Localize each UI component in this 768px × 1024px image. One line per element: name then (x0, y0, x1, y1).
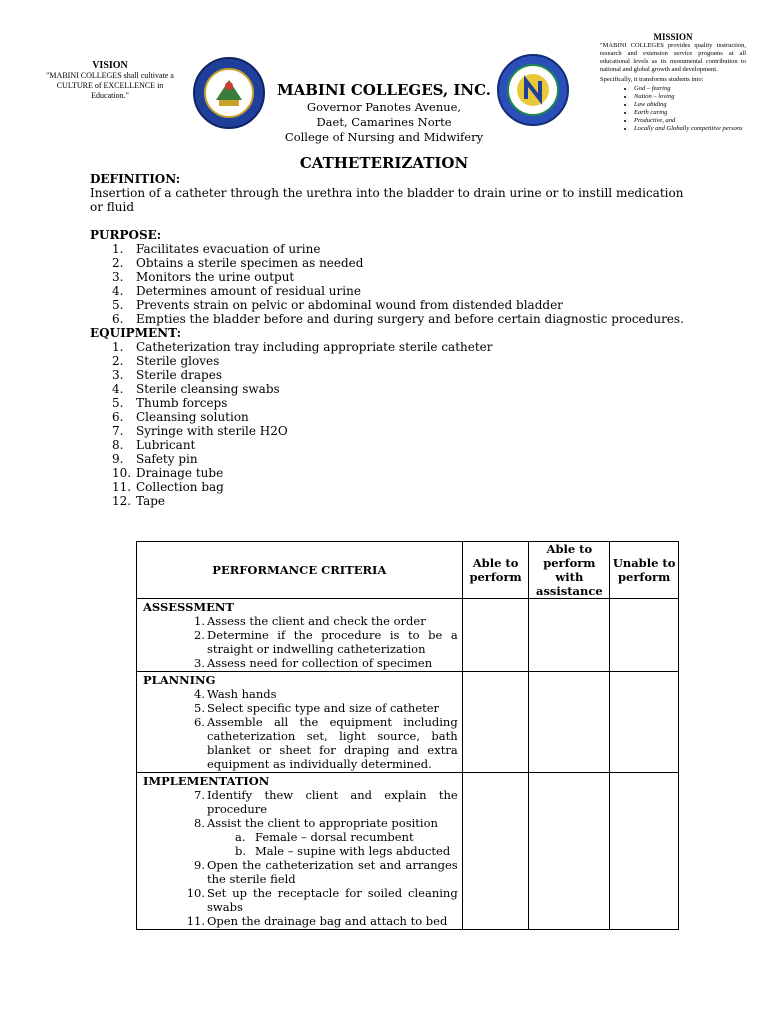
list-item (90, 340, 690, 354)
criteria-step (143, 715, 458, 771)
item-text: Prevents strain on pelvic or abdominal wound from distended bladder (136, 298, 563, 312)
step-number: 6. (194, 715, 205, 729)
item-number: 1. (112, 242, 124, 256)
definition-text: Insertion of a catheter through the urethra into the bladder to drain urine or to instill medication or fluid (90, 186, 684, 214)
criteria-step (143, 687, 458, 701)
definition-heading: DEFINITION: (90, 172, 181, 186)
item-text: Safety pin (136, 452, 198, 466)
able-cell[interactable] (462, 672, 529, 773)
mission-item: • God – fearing (634, 85, 746, 93)
list-item (90, 410, 690, 424)
item-number: 6. (112, 312, 124, 326)
item-number: 5. (112, 298, 124, 312)
step-text: Wash hands (207, 687, 277, 701)
item-number: 11. (112, 480, 132, 494)
mission-item: • Law abiding (634, 101, 746, 109)
item-text: Sterile drapes (136, 368, 222, 382)
assessment-label: ASSESSMENT (143, 600, 234, 614)
planning-label: PLANNING (143, 673, 216, 687)
assist-cell[interactable] (529, 773, 610, 930)
criteria-step (143, 656, 458, 670)
criteria-step (143, 788, 458, 816)
step-number: 1. (194, 614, 205, 628)
list-item (90, 452, 690, 466)
item-number: 10. (112, 466, 132, 480)
item-number: 4. (112, 284, 124, 298)
list-item (90, 396, 690, 410)
item-text: Catheterization tray including appropriate sterile catheter (136, 340, 493, 354)
mission-item: • Earth caring (634, 109, 746, 117)
list-item (90, 270, 690, 284)
step-number: 4. (194, 687, 205, 701)
step-number: 11. (186, 914, 205, 928)
table-row-planning (137, 672, 679, 773)
nursing-seal-logo (496, 53, 570, 127)
address-line-2: Daet, Camarines Norte (316, 115, 452, 129)
document-title: CATHETERIZATION (299, 154, 469, 172)
criteria-step (143, 701, 458, 715)
criteria-step (143, 816, 458, 830)
step-text: Identify thew client and explain the procedure (207, 788, 458, 816)
step-text: Assess need for collection of specimen (207, 656, 433, 670)
mabini-colleges-seal-logo (192, 56, 266, 130)
college-name: College of Nursing and Midwifery (284, 130, 484, 144)
col-able-to-perform: Able to perform (462, 542, 529, 599)
col-unable-to-perform: Unable to perform (610, 542, 679, 599)
vision-text: "MABINI COLLEGES shall cultivate a CULTURE of EXCELLENCE in Education." (46, 71, 174, 100)
substep-letter: b. (235, 844, 247, 858)
step-text: Assist the client to appropriate position (207, 816, 438, 830)
list-item (90, 466, 690, 480)
step-text: Open the catheterization set and arranges the sterile field (207, 858, 458, 886)
equipment-list (90, 340, 690, 508)
table-header-row (137, 542, 679, 599)
purpose-heading: PURPOSE: (90, 228, 162, 242)
list-item (90, 242, 690, 256)
item-text: Facilitates evacuation of urine (136, 242, 321, 256)
item-text: Empties the bladder before and during surgery and before certain diagnostic procedures. (136, 312, 684, 326)
item-number: 7. (112, 424, 124, 438)
item-text: Monitors the urine output (136, 270, 295, 284)
item-number: 6. (112, 410, 124, 424)
step-text: Select specific type and size of catheter (207, 701, 440, 715)
item-text: Syringe with sterile H2O (136, 424, 288, 438)
criteria-substep (143, 830, 458, 844)
item-number: 5. (112, 396, 124, 410)
criteria-step (143, 858, 458, 886)
unable-cell[interactable] (610, 599, 679, 672)
assist-cell[interactable] (529, 672, 610, 773)
list-item (90, 354, 690, 368)
mission-item: • Locally and Globally competitive persons (634, 125, 746, 133)
list-item (90, 494, 690, 508)
item-text: Sterile gloves (136, 354, 220, 368)
mission-item: • Productive, and (634, 117, 746, 125)
criteria-step (143, 886, 458, 914)
item-text: Drainage tube (136, 466, 224, 480)
list-item (90, 382, 690, 396)
item-number: 3. (112, 368, 124, 382)
item-text: Sterile cleansing swabs (136, 382, 280, 396)
step-number: 3. (194, 656, 205, 670)
implementation-label: IMPLEMENTATION (143, 774, 270, 788)
item-number: 2. (112, 256, 124, 270)
purpose-list (90, 242, 690, 326)
unable-cell[interactable] (610, 672, 679, 773)
able-cell[interactable] (462, 599, 529, 672)
mission-specifically: Specifically, it transforms students into: (600, 76, 704, 83)
document-body (90, 172, 690, 508)
item-number: 3. (112, 270, 124, 284)
step-number: 10. (186, 886, 205, 900)
item-number: 9. (112, 452, 124, 466)
item-number: 12. (112, 494, 132, 508)
item-number: 4. (112, 382, 124, 396)
item-text: Collection bag (136, 480, 224, 494)
performance-criteria-table (136, 541, 679, 930)
criteria-substep (143, 844, 458, 858)
mission-list (600, 85, 746, 133)
mission-text: "MABINI COLLEGES provides quality instruction, research and extension service programs at all educational levels as its monumental contribution to national and global growth and development. (600, 42, 746, 73)
table-row-assessment (137, 599, 679, 672)
step-number: 9. (194, 858, 205, 872)
list-item (90, 438, 690, 452)
criteria-step (143, 614, 458, 628)
mission-title: MISSION (653, 32, 693, 42)
unable-cell[interactable] (610, 773, 679, 930)
item-number: 8. (112, 438, 124, 452)
criteria-step (143, 914, 458, 928)
equipment-heading: EQUIPMENT: (90, 326, 182, 340)
vision-title: VISION (92, 60, 128, 71)
assist-cell[interactable] (529, 599, 610, 672)
list-item (90, 284, 690, 298)
col-performance-criteria: PERFORMANCE CRITERIA (137, 542, 463, 599)
step-text: Assemble all the equipment including catheterization set, light source, bath blanket or sheet for draping and extra equipment as individually determined. (207, 715, 458, 771)
list-item (90, 312, 690, 326)
step-text: Open the drainage bag and attach to bed (207, 914, 448, 928)
school-header (268, 80, 500, 145)
mission-block (600, 32, 746, 133)
substep-text: Male – supine with legs abducted (255, 844, 451, 858)
list-item (90, 368, 690, 382)
table-row-implementation (137, 773, 679, 930)
step-number: 2. (194, 628, 205, 642)
step-number: 8. (194, 816, 205, 830)
list-item (90, 480, 690, 494)
list-item (90, 298, 690, 312)
criteria-step (143, 628, 458, 656)
step-number: 7. (194, 788, 205, 802)
item-text: Thumb forceps (136, 396, 228, 410)
item-number: 1. (112, 340, 124, 354)
step-text: Assess the client and check the order (207, 614, 426, 628)
item-text: Tape (136, 494, 166, 508)
substep-letter: a. (235, 830, 246, 844)
substep-text: Female – dorsal recumbent (255, 830, 414, 844)
list-item (90, 256, 690, 270)
list-item (90, 424, 690, 438)
able-cell[interactable] (462, 773, 529, 930)
col-able-with-assistance: Able to perform with assistance (529, 542, 610, 599)
step-text: Determine if the procedure is to be a straight or indwelling catheterization (207, 628, 458, 656)
step-text: Set up the receptacle for soiled cleaning swabs (207, 886, 458, 914)
item-text: Cleansing solution (136, 410, 249, 424)
school-name: MABINI COLLEGES, INC. (276, 81, 492, 99)
address-line-1: Governor Panotes Avenue, (306, 100, 462, 114)
item-text: Lubricant (136, 438, 196, 452)
step-number: 5. (194, 701, 205, 715)
vision-block (40, 60, 180, 101)
mission-item: • Nation – loving (634, 93, 746, 101)
item-text: Obtains a sterile specimen as needed (136, 256, 364, 270)
item-text: Determines amount of residual urine (136, 284, 361, 298)
item-number: 2. (112, 354, 124, 368)
